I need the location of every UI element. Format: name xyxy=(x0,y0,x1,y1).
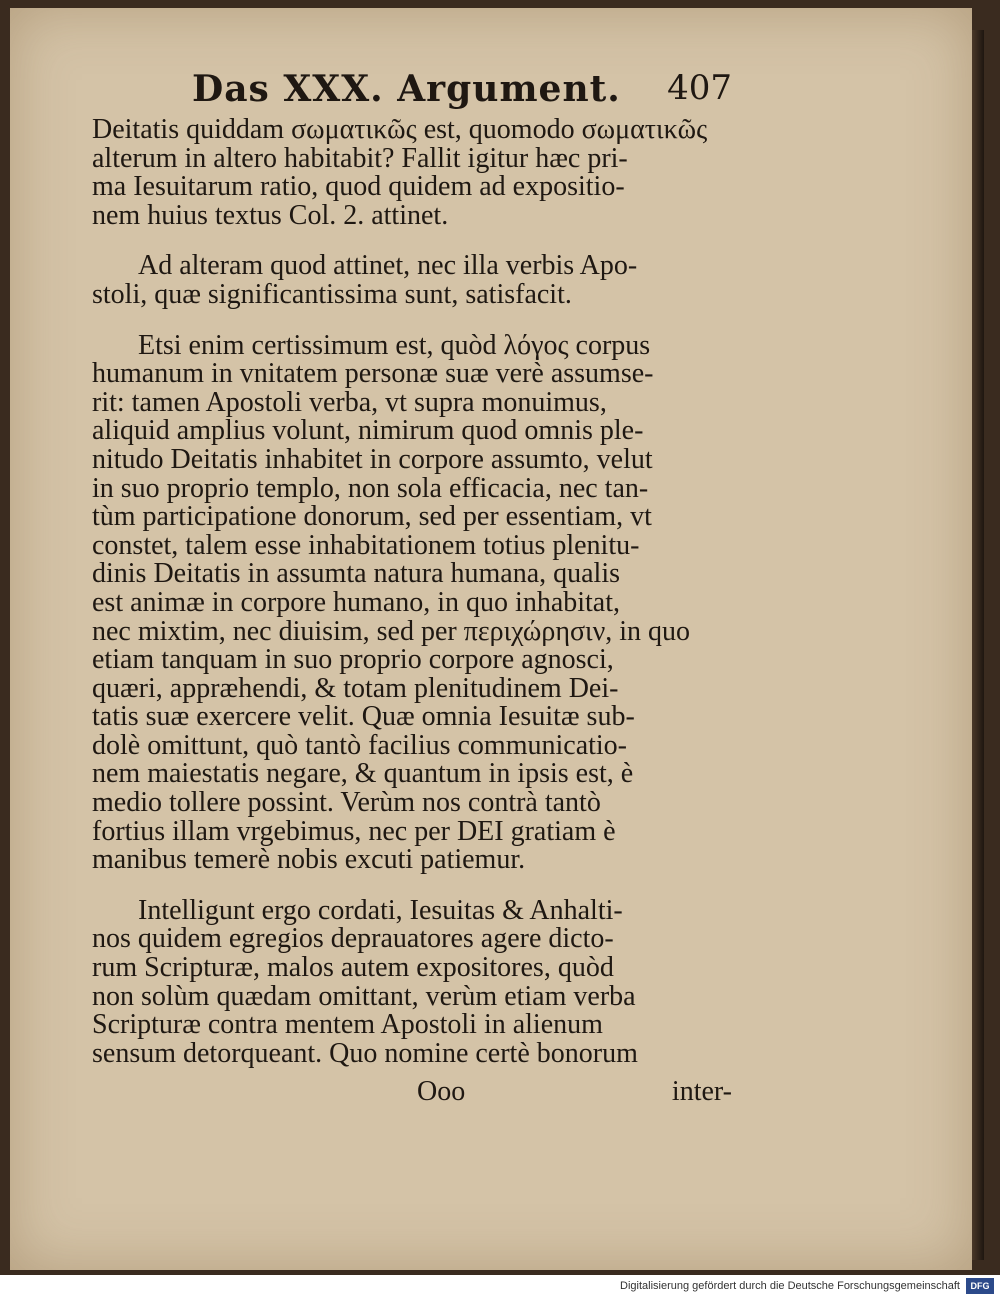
text-line: nem maiestatis negare, & quantum in ipsis est, è xyxy=(92,758,634,790)
text-line: non solùm quædam omittant, verùm etiam verba xyxy=(92,980,636,1012)
page-edge xyxy=(972,30,984,1260)
text-line: tùm participatione donorum, sed per essentiam, vt xyxy=(92,501,652,533)
text-line: in suo proprio templo, non sola efficacia, nec tan- xyxy=(92,472,649,504)
paragraph-2 xyxy=(92,252,732,309)
text-block xyxy=(92,68,732,1112)
catchword: inter- xyxy=(671,1076,732,1108)
text-line: rit: tamen Apostoli verba, vt supra monuimus, xyxy=(92,386,607,418)
text-line: fortius illam vrgebimus, nec per DEI gratiam è xyxy=(92,815,616,847)
text-line: sensum detorqueant. Quo nomine certè bonorum xyxy=(92,1037,638,1069)
text-line: rum Scripturæ, malos autem expositores, quòd xyxy=(92,952,614,984)
funding-credit: Digitalisierung gefördert durch die Deutsche Forschungsgemeinschaft xyxy=(620,1280,960,1292)
book-page xyxy=(10,8,972,1270)
text-line: ma Iesuitarum ratio, quod quidem ad expositio- xyxy=(92,171,625,203)
text-line: nitudo Deitatis inhabitet in corpore assumto, velut xyxy=(92,443,653,475)
text-line: stoli, quæ significantissima sunt, satisfacit. xyxy=(92,278,572,310)
text-line: quæri, appræhendi, & totam plenitudinem Dei- xyxy=(92,672,619,704)
running-head xyxy=(92,68,732,116)
text-line: dinis Deitatis in assumta natura humana, qualis xyxy=(92,558,621,590)
paragraph-3 xyxy=(92,329,732,876)
text-line: aliquid amplius volunt, nimirum quod omnis ple- xyxy=(92,415,644,447)
text-line: Intelligunt ergo cordati, Iesuitas & Anhalti- xyxy=(138,894,623,926)
text-line: etiam tanquam in suo proprio corpore agnosci, xyxy=(92,644,614,676)
text-line: alterum in altero habitabit? Fallit igitur hæc pri- xyxy=(92,142,628,174)
text-line: tatis suæ exercere velit. Quæ omnia Iesuitæ sub- xyxy=(92,701,635,733)
catch-line xyxy=(92,1076,732,1112)
paragraph-4 xyxy=(92,894,732,1069)
text-line: manibus temerè nobis excuti patiemur. xyxy=(92,844,526,876)
footer-bar xyxy=(0,1275,1000,1298)
text-line: Ad alteram quod attinet, nec illa verbis Apo- xyxy=(138,250,638,282)
text-line: Etsi enim certissimum est, quòd λόγος corpus xyxy=(138,329,651,361)
paragraph-1 xyxy=(92,116,732,230)
text-line: humanum in vnitatem personæ suæ verè assumse- xyxy=(92,358,654,390)
text-line: Deitatis quiddam σωματικῶς est, quomodo σωματικῶς xyxy=(92,114,708,145)
text-line: est animæ in corpore humano, in quo inhabitat, xyxy=(92,586,621,618)
page-number: 407 xyxy=(667,68,732,108)
signature-mark: Ooo xyxy=(417,1076,466,1108)
dfg-logo: DFG xyxy=(966,1278,994,1294)
text-line: constet, talem esse inhabitationem totius plenitu- xyxy=(92,529,640,561)
running-title: Das XXX. Argument. xyxy=(192,68,621,110)
text-line: nec mixtim, nec diuisim, sed per περιχώρησιν, in quo xyxy=(92,615,691,647)
text-line: Scripturæ contra mentem Apostoli in alienum xyxy=(92,1009,603,1041)
text-line: nem huius textus Col. 2. attinet. xyxy=(92,199,449,231)
text-line: medio tollere possint. Verùm nos contrà tantò xyxy=(92,787,601,819)
text-line: nos quidem egregios deprauatores agere dicto- xyxy=(92,923,614,955)
text-line: dolè omittunt, quò tantò facilius communicatio- xyxy=(92,729,628,761)
